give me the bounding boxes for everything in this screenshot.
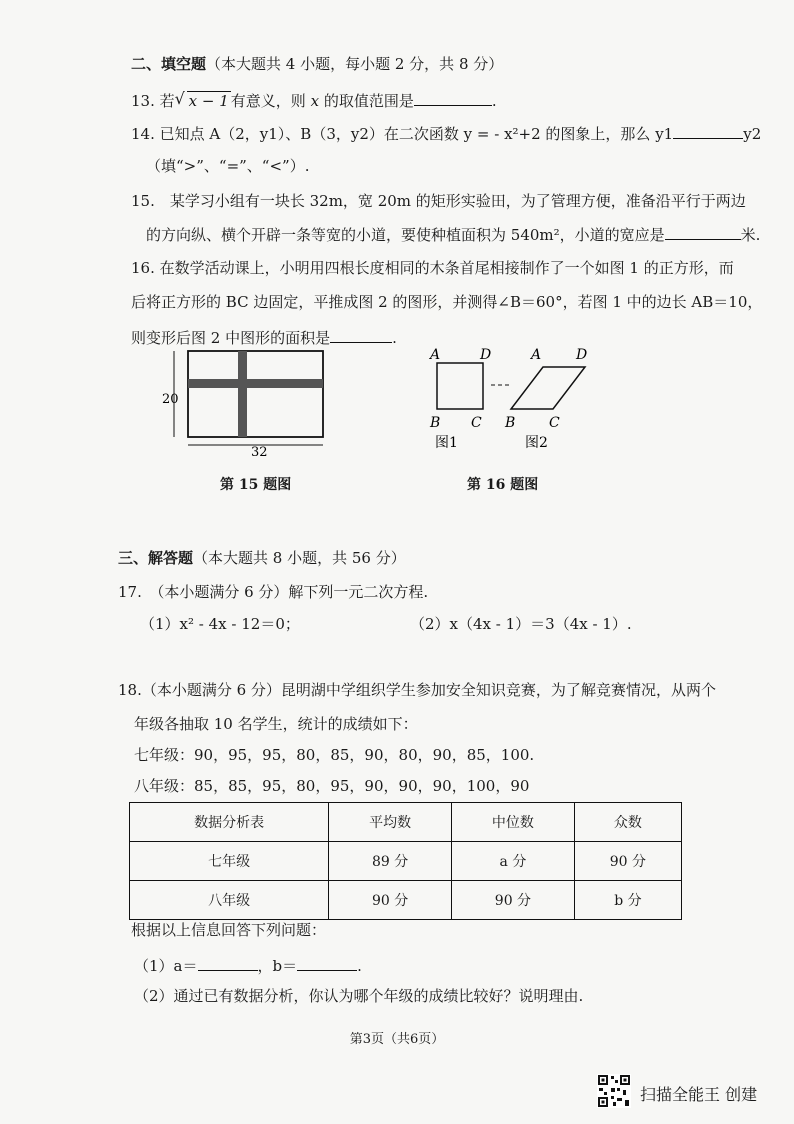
question-13	[131, 89, 497, 111]
q15-line1: 15. 某学习小组有一块长 32m，宽 20m 的矩形实验田，为了管理方便，准备沿平行于两边	[131, 192, 746, 210]
q15-line2	[146, 223, 760, 245]
table-header-cell: 平均数	[329, 803, 452, 842]
table-cell: b 分	[574, 881, 681, 920]
field-rectangle	[188, 351, 323, 437]
q13-text-post: 有意义，则	[230, 92, 306, 110]
table-header-row	[130, 803, 682, 842]
section3-title: 三、解答题	[118, 549, 194, 567]
fig1-caption: 图1	[435, 435, 458, 450]
fig2-caption: 图2	[525, 435, 548, 450]
q16-line1: 16. 在数学活动课上，小明用四根长度相同的木条首尾相接制作了一个如图 1 的正方形，而	[131, 259, 734, 277]
fig1-label-b: B	[430, 415, 441, 431]
fig1-label-a: A	[430, 347, 441, 363]
q18-grade7-scores: 七年级：90，95，95，80，85，90，80，90，85，100.	[134, 746, 535, 764]
q18-b-blank[interactable]	[297, 954, 357, 971]
table-cell: 89 分	[329, 842, 452, 881]
q18-a-blank[interactable]	[198, 954, 258, 971]
q13-text-pre: 若	[159, 92, 175, 110]
q17-part1: （1）x² - 4x - 12＝0；	[140, 615, 300, 633]
q13-variable: x	[310, 92, 320, 110]
page-footer: 第3页（共6页）	[349, 1032, 445, 1047]
scanner-watermark: 扫描全能王 创建	[640, 1085, 758, 1104]
vertical-path	[238, 351, 247, 437]
figure-16	[425, 345, 605, 450]
q18-grade8-scores: 八年级：85，85，95，80，95，90，90，90，100，90	[134, 777, 530, 795]
section3-heading	[118, 548, 406, 568]
q17-heading: 17. （本小题满分 6 分）解下列一元二次方程.	[118, 583, 429, 601]
table-cell: 八年级	[130, 881, 329, 920]
table-header-cell: 中位数	[452, 803, 575, 842]
question-14	[131, 122, 761, 144]
q18-sub1-b-label: ，b＝	[257, 957, 298, 975]
q16-answer-blank[interactable]	[330, 326, 392, 343]
q14-line2: （填“>”、“=”、“<”）.	[146, 157, 310, 175]
q13-end: .	[491, 92, 497, 110]
q13-number: 13.	[131, 92, 155, 110]
q17-part2: （2）x（4x - 1）＝3（4x - 1）.	[410, 615, 632, 633]
q18-line1: 18.（本小题满分 6 分）昆明湖中学组织学生参加安全知识竞赛，为了解竞赛情况，从两个	[118, 681, 716, 699]
q13-sqrt	[175, 91, 231, 111]
fig1-label-d: D	[480, 347, 492, 363]
table-row	[130, 881, 682, 920]
fig2-label-a: A	[531, 347, 542, 363]
fig1-label-c: C	[471, 415, 482, 431]
section2-title: 二、填空题	[131, 55, 207, 73]
q15-answer-blank[interactable]	[665, 223, 741, 240]
q13-text-post2: 的取值范围是	[323, 92, 414, 110]
q13-radicand: x − 1	[188, 92, 229, 110]
q18-after-table: 根据以上信息回答下列问题：	[131, 921, 327, 939]
table-cell: 90 分	[329, 881, 452, 920]
table-cell: 90 分	[574, 842, 681, 881]
square-figure-1	[437, 363, 483, 409]
horizontal-path	[188, 379, 323, 388]
table-header-cell: 众数	[574, 803, 681, 842]
q16-line2: 后将正方形的 BC 边固定，平推成图 2 的图形，并测得∠B＝60°，若图 1 中的边长 AB＝10，	[131, 293, 763, 311]
table-cell: 90 分	[452, 881, 575, 920]
width-label: 32	[251, 445, 268, 460]
figure-15	[160, 345, 335, 460]
q18-sub1-end: .	[357, 957, 362, 975]
q14-text-y2: y2	[743, 125, 762, 143]
q18-sub1-a-label: （1）a＝	[134, 957, 198, 975]
fig2-label-c: C	[549, 415, 560, 431]
section3-note: （本大题共 8 小题，共 56 分）	[193, 549, 406, 567]
qr-code-icon	[597, 1074, 631, 1108]
height-label: 20	[162, 392, 179, 407]
section2-note: （本大题共 4 小题，每小题 2 分，共 8 分）	[206, 55, 504, 73]
q18-line2: 年级各抽取 10 名学生，统计的成绩如下：	[134, 715, 418, 733]
table-row	[130, 842, 682, 881]
q15-unit: 米.	[740, 226, 761, 244]
q14-text: 已知点 A（2，y1）、B（3，y2）在二次函数 y = - x²+2 的图象上，那么 y1	[159, 125, 674, 143]
q15-text: 的方向纵、横个开辟一条等宽的小道，要使种植面积为 540m²，小道的宽应是	[146, 226, 665, 244]
data-analysis-table	[129, 802, 682, 920]
rhombus-figure-2	[511, 367, 585, 409]
q13-answer-blank[interactable]	[414, 89, 492, 106]
fig2-label-d: D	[576, 347, 588, 363]
q18-sub1	[134, 954, 362, 976]
table-cell: a 分	[452, 842, 575, 881]
q18-sub2: （2）通过已有数据分析，你认为哪个年级的成绩比较好？说明理由.	[134, 987, 584, 1005]
table-header-cell: 数据分析表	[130, 803, 329, 842]
q16-end: .	[392, 329, 397, 347]
q16-text: 则变形后图 2 中图形的面积是	[131, 329, 331, 347]
q14-number: 14.	[131, 125, 155, 143]
q14-answer-blank[interactable]	[673, 122, 743, 139]
figure-15-caption: 第 15 题图	[220, 477, 292, 493]
fig2-label-b: B	[505, 415, 516, 431]
section2-heading	[131, 54, 503, 74]
table-cell: 七年级	[130, 842, 329, 881]
figure-16-caption: 第 16 题图	[467, 477, 539, 493]
